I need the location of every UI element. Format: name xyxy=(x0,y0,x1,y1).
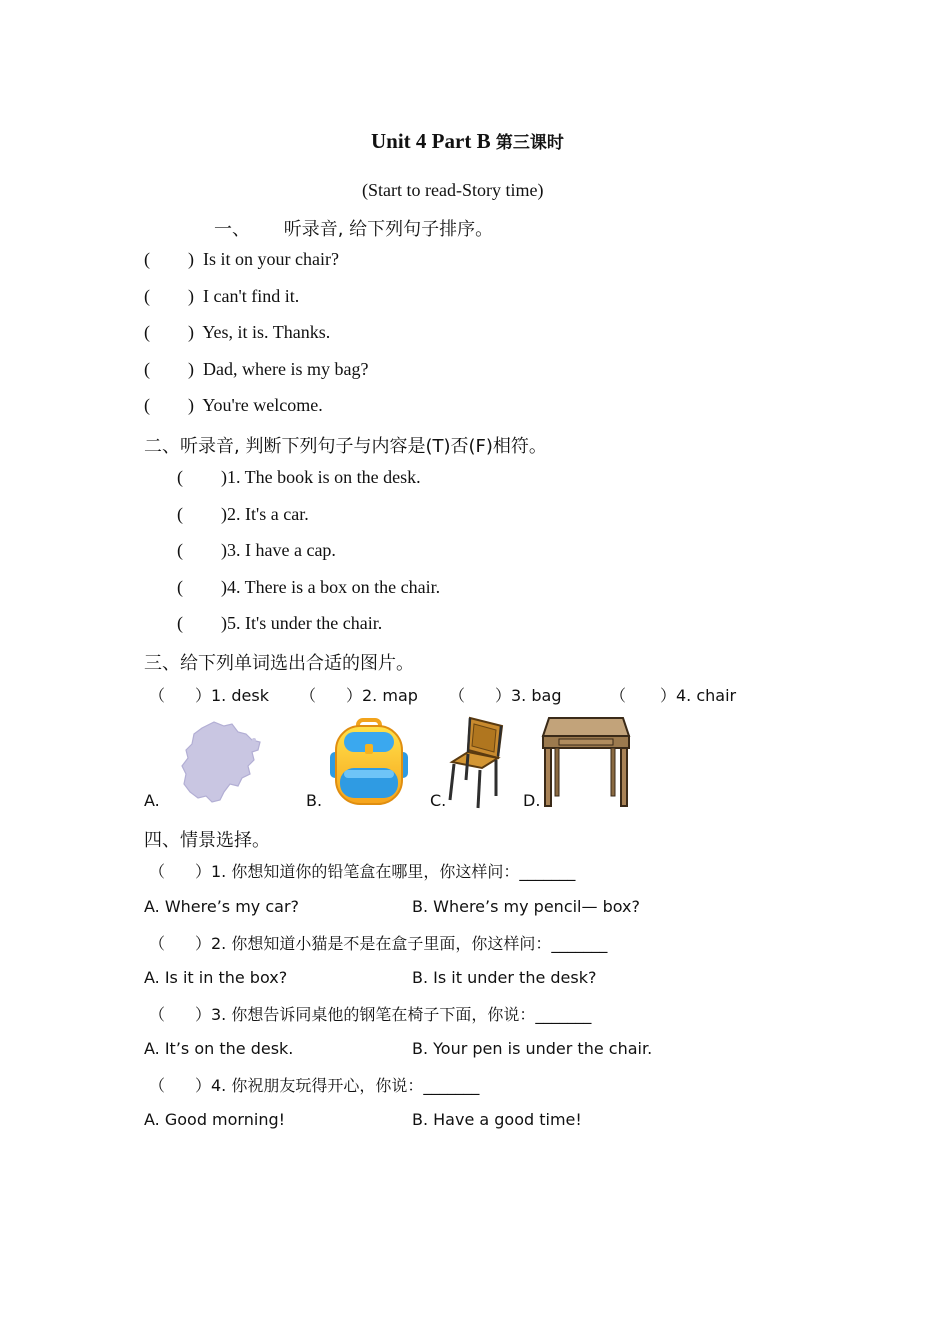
answer-blank-open: （ xyxy=(149,934,166,953)
statement-text: )1. The book is on the desk. xyxy=(221,467,421,487)
option-b: B. Where’s my pencil— box? xyxy=(412,897,640,916)
picture-label-b: B. xyxy=(306,791,323,810)
section1-item xyxy=(144,359,368,380)
word-item xyxy=(449,683,561,706)
section1-item xyxy=(144,286,299,307)
subtitle: (Start to read-Story time) xyxy=(362,180,544,200)
answer-blank-open: （ xyxy=(449,686,466,705)
answer-blank-close: ) xyxy=(188,395,194,415)
picture-label-d: D. xyxy=(523,791,541,810)
section1-item xyxy=(144,395,323,416)
question-text: ）4. 你祝朋友玩得开心，你说：_______ xyxy=(195,1076,480,1095)
sentence-text: Dad, where is my bag? xyxy=(203,359,369,379)
section2-item xyxy=(177,577,440,598)
answer-blank-open: （ xyxy=(149,1076,166,1095)
answer-blank-open: ( xyxy=(144,395,150,415)
answer-blank-open: （ xyxy=(149,1005,166,1024)
option-a: A. Is it in the box? xyxy=(144,968,288,987)
answer-blank-open: （ xyxy=(610,686,627,705)
section1-heading-text: 听录音, 给下列句子排序。 xyxy=(283,219,494,240)
answer-blank-open: ( xyxy=(177,540,183,560)
section2-heading: 二、听录音, 判断下列句子与内容是(T)否(F)相符。 xyxy=(144,436,547,457)
statement-text: )4. There is a box on the chair. xyxy=(221,577,441,597)
option-b: B. Have a good time! xyxy=(412,1110,582,1129)
picture-label-c: C. xyxy=(430,791,447,810)
section1-item xyxy=(144,322,330,343)
word-text: ）4. chair xyxy=(660,686,737,705)
title-suffix: 第三课时 xyxy=(495,133,564,153)
word-text: ）2. map xyxy=(346,686,418,705)
answer-blank-open: ( xyxy=(144,249,150,269)
chair-icon xyxy=(446,714,506,810)
section2-item xyxy=(177,613,382,634)
word-text: ）3. bag xyxy=(495,686,562,705)
answer-blank-open: ( xyxy=(177,504,183,524)
option-b: B. Is it under the desk? xyxy=(412,968,597,987)
section3-heading: 三、给下列单词选出合适的图片。 xyxy=(144,653,414,674)
sentence-text: You're welcome. xyxy=(202,395,323,415)
statement-text: )3. I have a cap. xyxy=(221,540,336,560)
statement-text: )2. It's a car. xyxy=(221,504,309,524)
answer-blank-open: ( xyxy=(177,467,183,487)
answer-blank-open: ( xyxy=(177,577,183,597)
section4-heading: 四、情景选择。 xyxy=(144,830,270,851)
answer-blank-open: （ xyxy=(149,686,166,705)
section2-item xyxy=(177,504,309,525)
desk-icon xyxy=(541,716,631,808)
backpack-icon xyxy=(328,718,410,806)
question-text: ）1. 你想知道你的铅笔盒在哪里，你这样问：_______ xyxy=(195,862,576,881)
section1-item xyxy=(144,249,339,270)
section1-heading-number: 一、 xyxy=(214,219,250,240)
word-item xyxy=(610,683,736,706)
sentence-text: Is it on your chair? xyxy=(203,249,339,269)
word-text: ）1. desk xyxy=(195,686,269,705)
word-item xyxy=(149,683,269,706)
answer-blank-close: ) xyxy=(188,322,194,342)
statement-text: )5. It's under the chair. xyxy=(221,613,383,633)
answer-blank-open: （ xyxy=(300,686,317,705)
answer-blank-close: ) xyxy=(188,249,194,269)
answer-blank-close: ) xyxy=(188,286,194,306)
answer-blank-open: ( xyxy=(144,359,150,379)
section2-item xyxy=(177,540,336,561)
option-a: A. Good morning! xyxy=(144,1110,286,1129)
question-row xyxy=(149,1073,479,1096)
option-a: A. It’s on the desk. xyxy=(144,1039,294,1058)
section1-heading xyxy=(214,215,493,241)
question-row xyxy=(149,1002,591,1025)
answer-blank-open: （ xyxy=(149,862,166,881)
option-b: B. Your pen is under the chair. xyxy=(412,1039,653,1058)
question-text: ）2. 你想知道小猫是不是在盒子里面，你这样问：_______ xyxy=(195,934,608,953)
picture-label-a: A. xyxy=(144,791,160,810)
sentence-text: Yes, it is. Thanks. xyxy=(202,322,331,342)
answer-blank-open: ( xyxy=(144,322,150,342)
section2-item xyxy=(177,467,421,488)
sentence-text: I can't find it. xyxy=(203,286,300,306)
word-item xyxy=(300,683,418,706)
question-text: ）3. 你想告诉同桌他的钢笔在椅子下面，你说：_______ xyxy=(195,1005,592,1024)
option-a: A. Where’s my car? xyxy=(144,897,300,916)
answer-blank-open: ( xyxy=(144,286,150,306)
question-row xyxy=(149,931,607,954)
title-main: Unit 4 Part B xyxy=(371,129,491,153)
answer-blank-close: ) xyxy=(188,359,194,379)
map-icon xyxy=(180,718,264,804)
question-row xyxy=(149,859,575,882)
answer-blank-open: ( xyxy=(177,613,183,633)
page-title xyxy=(371,128,564,154)
